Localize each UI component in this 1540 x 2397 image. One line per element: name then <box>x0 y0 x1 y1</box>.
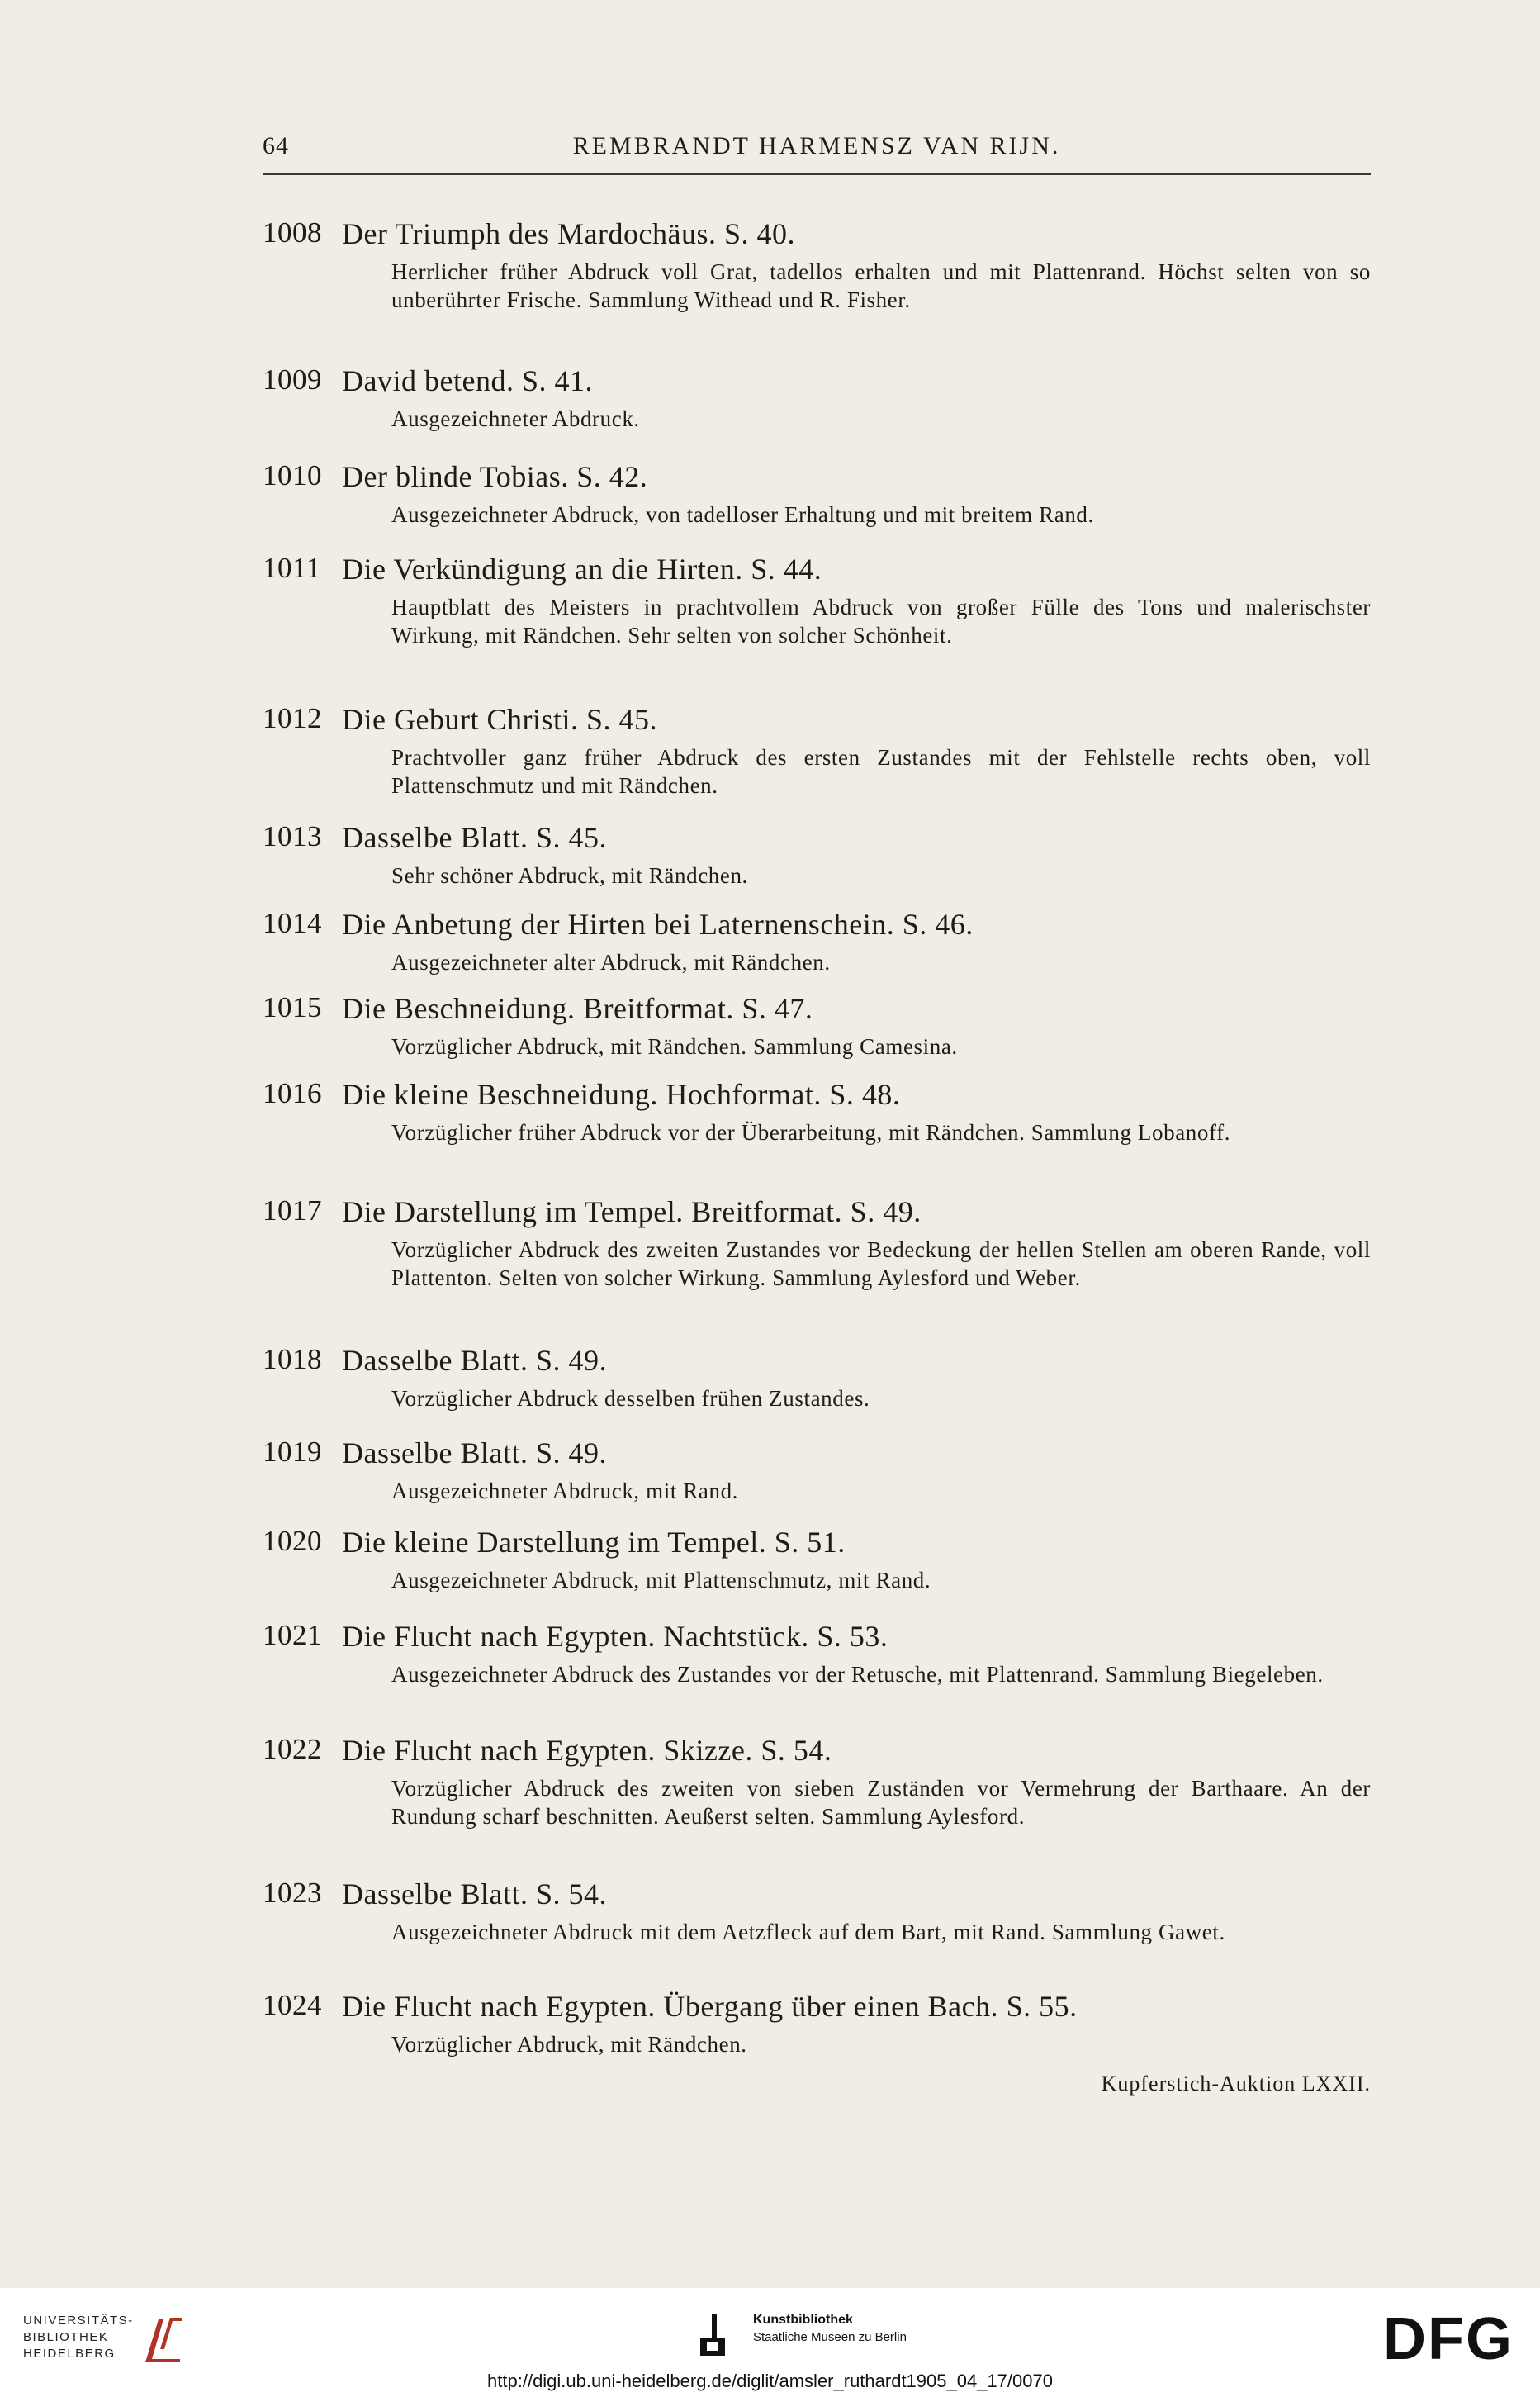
entry-title: Der blinde Tobias. S. 42. <box>342 460 648 493</box>
entry-title: Die Darstellung im Tempel. Breitformat. S. 49. <box>342 1195 922 1228</box>
entry-description: Hauptblatt des Meisters in prachtvollem Abdruck von großer Fülle des Tons und malerischster Wirkung, mit Rändchen. Sehr selten von solcher Schönheit. <box>391 595 1371 648</box>
entry-number: 1023 <box>263 1877 322 1909</box>
entry-title: Die Geburt Christi. S. 45. <box>342 703 657 736</box>
kunstbibliothek-name: Kunstbibliothek <box>753 2313 853 2327</box>
entry-description: Vorzüglicher Abdruck, mit Rändchen. <box>391 2032 747 2057</box>
entry-title: Dasselbe Blatt. S. 49. <box>342 1436 607 1469</box>
entry-description: Herrlicher früher Abdruck voll Grat, tadellos erhalten und mit Plattenrand. Höchst selten von so unberührter Frische. Sammlung Withead und R. Fisher. <box>391 259 1371 312</box>
entry-number: 1012 <box>263 702 322 734</box>
entry-description: Ausgezeichneter Abdruck des Zustandes vor der Retusche, mit Plattenrand. Sammlung Biegeleben. <box>391 1662 1324 1687</box>
entry-number: 1009 <box>263 363 322 396</box>
entry-number: 1008 <box>263 216 322 249</box>
kunstbibliothek-logo-icon <box>700 2313 743 2357</box>
entry-title: Die kleine Beschneidung. Hochformat. S. 48. <box>342 1078 901 1111</box>
entry-title: Die Beschneidung. Breitformat. S. 47. <box>342 992 813 1025</box>
page-number: 64 <box>263 132 289 159</box>
entry-description: Ausgezeichneter Abdruck. <box>391 406 640 431</box>
entry-title: Die kleine Darstellung im Tempel. S. 51. <box>342 1526 846 1559</box>
dfg-logo[interactable]: DFG <box>1383 2306 1514 2372</box>
entry-title: Die Flucht nach Egypten. Skizze. S. 54. <box>342 1734 832 1767</box>
auction-footer-note: Kupferstich-Auktion LXXII. <box>1101 2072 1371 2096</box>
entry-number: 1011 <box>263 552 321 584</box>
entry-number: 1016 <box>263 1077 322 1109</box>
entry-description: Vorzüglicher Abdruck, mit Rändchen. Sammlung Camesina. <box>391 1034 958 1059</box>
entry-number: 1018 <box>263 1343 322 1375</box>
entry-title: David betend. S. 41. <box>342 364 593 397</box>
entry-title: Die Flucht nach Egypten. Nachtstück. S. 53. <box>342 1620 888 1653</box>
entry-number: 1014 <box>263 907 322 939</box>
entry-description: Ausgezeichneter Abdruck, mit Plattenschmutz, mit Rand. <box>391 1568 931 1592</box>
university-library-name-line-2: BIBLIOTHEK <box>23 2330 109 2344</box>
entry-number: 1021 <box>263 1619 322 1651</box>
entry-description: Vorzüglicher Abdruck des zweiten Zustandes vor Bedeckung der hellen Stellen am oberen Rande, voll Plattenton. Selten von solcher Wirkung. Sammlung Aylesford und Weber. <box>391 1237 1371 1290</box>
entry-description: Ausgezeichneter Abdruck, mit Rand. <box>391 1479 739 1503</box>
entry-description: Prachtvoller ganz früher Abdruck des ersten Zustandes mit der Fehlstelle rechts oben, voll Plattenschmutz und mit Rändchen. <box>391 745 1371 798</box>
entry-number: 1020 <box>263 1525 322 1557</box>
source-url-link[interactable]: http://digi.ub.uni-heidelberg.de/diglit/amsler_ruthardt1905_04_17/0070 <box>487 2371 1053 2391</box>
entry-title: Dasselbe Blatt. S. 54. <box>342 1877 607 1910</box>
university-library-name-line-3: HEIDELBERG <box>23 2347 116 2361</box>
entry-number: 1013 <box>263 820 322 852</box>
entry-number: 1024 <box>263 1989 322 2021</box>
university-library-logo[interactable] <box>23 2313 134 2362</box>
entry-number: 1017 <box>263 1194 322 1227</box>
entry-title: Dasselbe Blatt. S. 45. <box>342 821 607 854</box>
entry-number: 1022 <box>263 1733 322 1765</box>
university-library-name-line-1: UNIVERSITÄTS- <box>23 2314 134 2328</box>
entry-description: Ausgezeichneter alter Abdruck, mit Rändchen. <box>391 950 831 975</box>
entry-title: Die Flucht nach Egypten. Übergang über einen Bach. S. 55. <box>342 1990 1078 2023</box>
entry-title: Der Triumph des Mardochäus. S. 40. <box>342 217 795 250</box>
entry-title: Dasselbe Blatt. S. 49. <box>342 1344 607 1377</box>
entry-description: Vorzüglicher früher Abdruck vor der Überarbeitung, mit Rändchen. Sammlung Lobanoff. <box>391 1120 1231 1145</box>
entry-description: Sehr schöner Abdruck, mit Rändchen. <box>391 863 748 888</box>
entry-description: Ausgezeichneter Abdruck, von tadelloser Erhaltung und mit breitem Rand. <box>391 502 1094 527</box>
entry-number: 1015 <box>263 991 322 1023</box>
entry-description: Vorzüglicher Abdruck desselben frühen Zustandes. <box>391 1386 870 1411</box>
university-library-emblem-icon <box>142 2313 185 2367</box>
entry-description: Ausgezeichneter Abdruck mit dem Aetzfleck auf dem Bart, mit Rand. Sammlung Gawet. <box>391 1920 1225 1944</box>
entry-title: Die Anbetung der Hirten bei Laternenschein. S. 46. <box>342 908 974 941</box>
entry-title: Die Verkündigung an die Hirten. S. 44. <box>342 553 822 586</box>
running-title: REMBRANDT HARMENSZ VAN RIJN. <box>572 132 1061 159</box>
entry-description: Vorzüglicher Abdruck des zweiten von sieben Zuständen vor Vermehrung der Barthaare. An der Rundung scharf beschnitten. Aeußerst selten. Sammlung Aylesford. <box>391 1776 1371 1829</box>
kunstbibliothek-subtitle: Staatliche Museen zu Berlin <box>753 2330 907 2344</box>
kunstbibliothek-logo[interactable] <box>753 2311 907 2346</box>
entry-number: 1019 <box>263 1436 322 1468</box>
entry-number: 1010 <box>263 459 322 491</box>
page-header <box>263 132 1371 175</box>
